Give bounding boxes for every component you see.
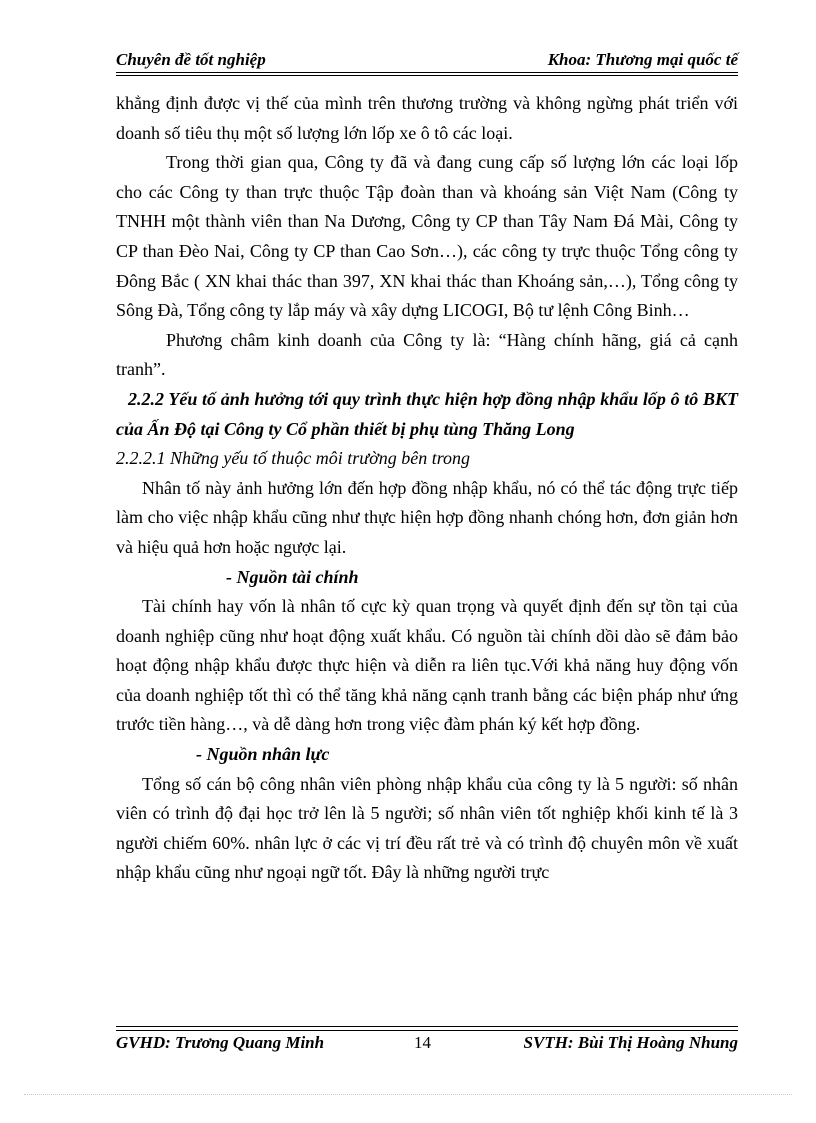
paragraph-internal-factors: Nhân tố này ảnh hưởng lớn đến hợp đồng nhập khẩu, nó có thể tác động trực tiếp làm cho việc nhập khẩu cũng như thực hiện hợp đồng nhanh chóng hơn, đơn giản hơn và hiệu quả hơn hoặc ngược lại. — [116, 477, 738, 557]
paragraph-finance: Tài chính hay vốn là nhân tố cực kỳ quan trọng và quyết định đến sự tồn tại của doanh nghiệp cũng như hoạt động xuất khẩu. Có nguồn tài chính dồi dào sẽ đảm bảo hoạt động nhập khẩu được thực hiện và diễn ra liên tục.Với khả năng huy động vốn của doanh nghiệp tốt thì có thể tăng khả năng cạnh tranh bằng các biện pháp như ứng trước tiền hàng…, và dễ dàng hơn trong việc đàm phán ký kết hợp đồng. — [116, 596, 738, 735]
paragraph-motto: Phương châm kinh doanh của Công ty là: “Hàng chính hãng, giá cả cạnh tranh”. — [116, 329, 738, 380]
footer-supervisor: GVHD: Trương Quang Minh — [116, 1033, 325, 1052]
paragraph-customers: Trong thời gian qua, Công ty đã và đang cung cấp số lượng lớn các loại lốp cho các Công ty than trực thuộc Tập đoàn than và khoáng sản Việt Nam (Công ty TNHH một thành viên than Na Dương, Công ty CP than Tây Nam Đá Mài, Công ty CP than Đèo Nai, Công ty CP than Cao Sơn…), các công ty trực thuộc Tổng công ty Đông Bắc ( XN khai thác than 397, XN khai thác than Khoáng sản,…), Tổng công ty Sông Đà, Tổng công ty lắp máy và xây dựng LICOGI, Bộ tư lệnh Công Binh… — [116, 152, 738, 321]
paragraph-staff: Tổng số cán bộ công nhân viên phòng nhập khẩu của công ty là 5 người: số nhân viên có trình độ đại học trở lên là 5 người; số nhân viên tốt nghiệp khối kinh tế là 3 người chiếm 60%. nhân lực ở các vị trí đều rất trẻ và có trình độ chuyên môn về xuất nhập khẩu cũng như ngoại ngữ tốt. Đây là những người trực — [116, 773, 738, 883]
footer-rule-thick — [116, 1026, 738, 1027]
page-header — [116, 48, 738, 72]
bullet-human-resources: - Nguồn nhân lực — [196, 744, 330, 765]
header-left-title: Chuyên đề tốt nghiệp — [116, 50, 266, 69]
paragraph-continuation: khẳng định được vị thế của mình trên thương trường và không ngừng phát triển với doanh số tiêu thụ một số lượng lớn lốp xe ô tô các loại. — [116, 93, 738, 143]
header-rule — [116, 72, 738, 76]
page-break-line — [24, 1094, 792, 1095]
bullet-financial-resources: - Nguồn tài chính — [226, 566, 359, 587]
page-footer — [116, 1033, 738, 1057]
header-right-faculty: Khoa: Thương mại quốc tế — [547, 50, 738, 69]
footer-student: SVTH: Bùi Thị Hoàng Nhung — [523, 1033, 738, 1052]
section-heading: 2.2.2 Yếu tố ảnh hưởng tới quy trình thực hiện hợp đồng nhập khẩu lốp ô tô BKT của Ấn Độ tại Công ty Cổ phần thiết bị phụ tùng Thăng Long — [116, 388, 738, 439]
page-body — [116, 89, 738, 888]
subsection-heading: 2.2.2.1 Những yếu tố thuộc môi trường bên trong — [116, 448, 471, 469]
footer-rule-thin — [116, 1030, 738, 1031]
page-number: 14 — [414, 1033, 431, 1052]
